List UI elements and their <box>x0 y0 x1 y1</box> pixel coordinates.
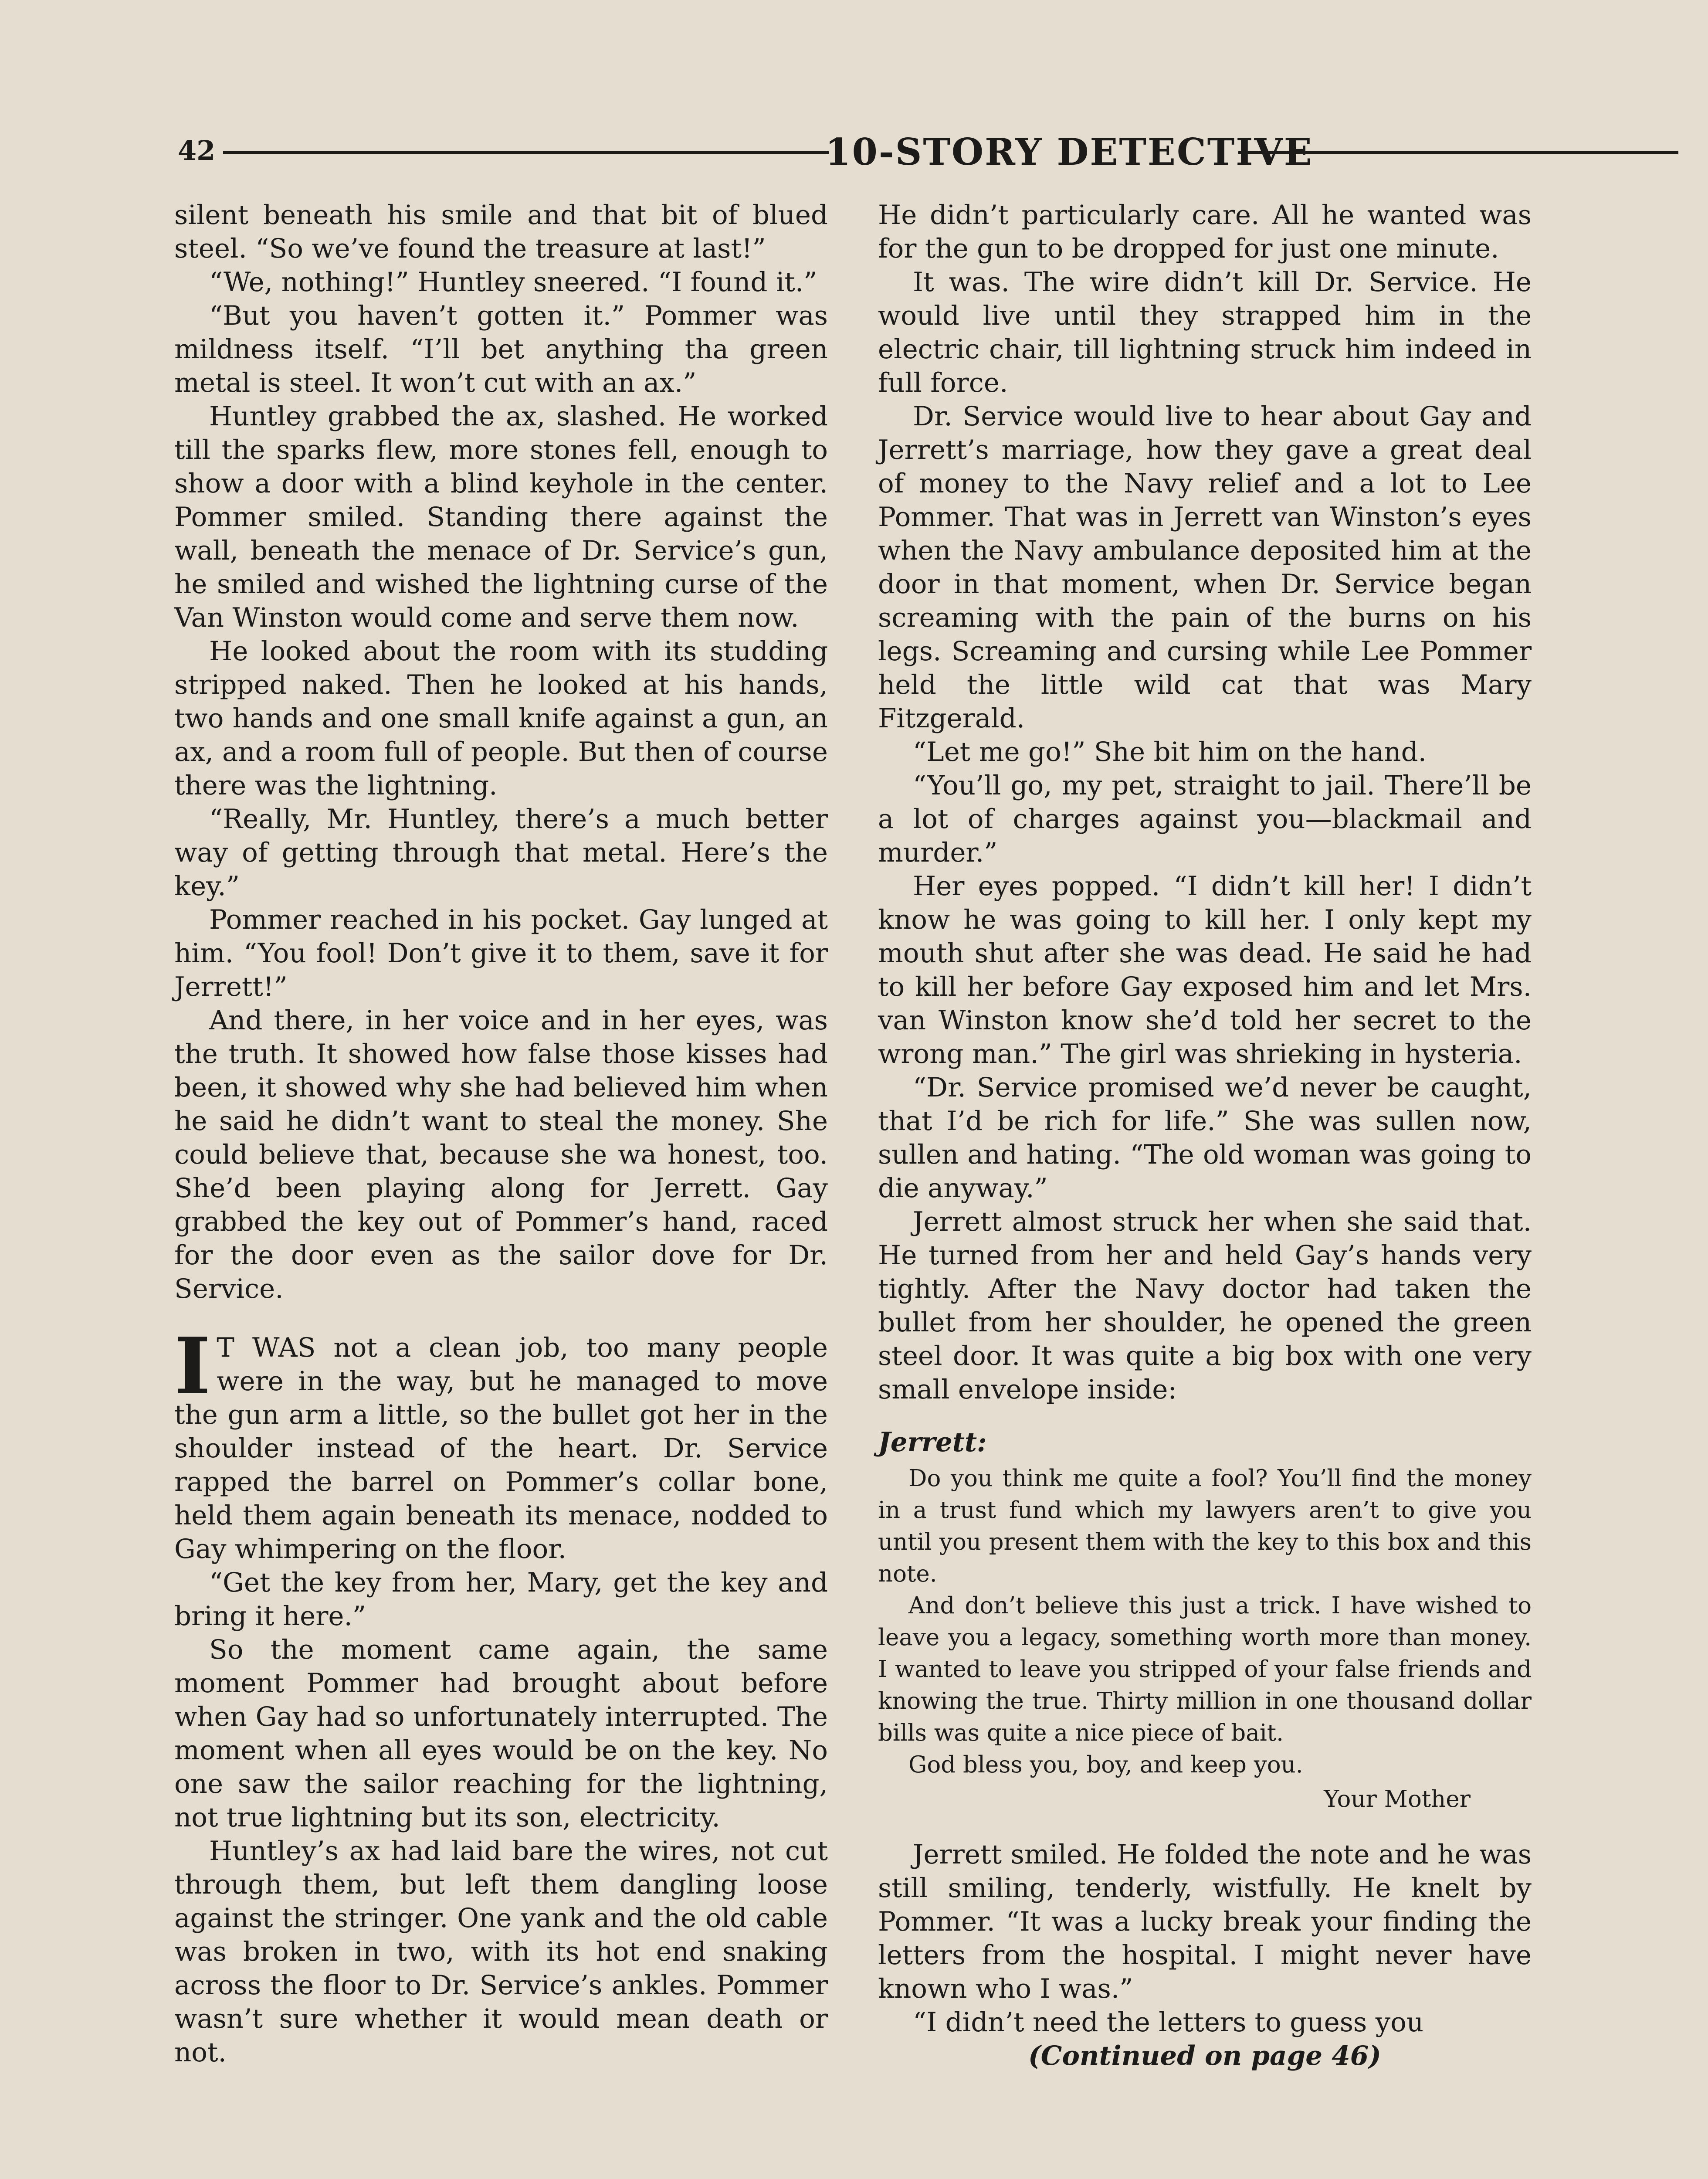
letter-paragraph: Do you think me quite a fool? You’ll find the money in a trust fund which my lawyers aren’t to give you until you present them with the key to this box and this note. <box>878 1465 1532 1587</box>
paragraph: He didn’t particularly care. All he wanted was for the gun to be dropped for just one minute. <box>878 200 1532 264</box>
dropcap-paragraph <box>174 1320 828 1566</box>
paragraph: Huntley’s ax had laid bare the wires, not cut through them, but left them dangling loose against the stringer. One yank and the old cable was broken in two, with its hot end snaking across the floor to Dr. Service’s ankles. Pommer wasn’t sure whether it would mean death or not. <box>174 1836 828 2068</box>
paragraph: “We, nothing!” Huntley sneered. “I found it.” <box>209 267 817 298</box>
paragraph: Jerrett almost struck her when she said that. He turned from her and held Gay’s hands very tightly. After the Navy doctor had taken the bullet from her shoulder, he opened the green steel door. It was quite a big box with one very small envelope inside: <box>878 1206 1532 1405</box>
paragraph: “You’ll go, my pet, straight to jail. There’ll be a lot of charges against you—blackmail and murder.” <box>878 770 1532 868</box>
page-header <box>174 129 1529 176</box>
paragraph: “Really, Mr. Huntley, there’s a much better way of getting through that metal. Here’s the key.” <box>174 804 828 902</box>
paragraph: silent beneath his smile and that bit of blued steel. “So we’ve found the treasure at last!” <box>174 200 828 264</box>
right-column <box>878 198 1532 2073</box>
continued-note: (Continued on page 46) <box>1028 2040 1382 2071</box>
paragraph: Jerrett smiled. He folded the note and he was still smiling, tenderly, wistfully. He knelt by Pommer. “It was a lucky break your finding the letters from the hospital. I might never have known who I was.” <box>878 1839 1532 2004</box>
letter-body <box>878 1463 1532 1815</box>
paragraph: “But you haven’t gotten it.” Pommer was mildness itself. “I’ll bet anything tha green metal is steel. It won’t cut with an ax.” <box>174 300 828 398</box>
paragraph: Huntley grabbed the ax, slashed. He worked till the sparks flew, more stones fell, enough to show a door with a blind keyhole in the center. Pommer smiled. Standing there against the wall, beneath the menace of Dr. Service’s gun, he smiled and wished the lightning curse of the Van Winston would come and serve them now. <box>174 401 828 633</box>
paragraph: So the moment came again, the same moment Pommer had brought about before when Gay had so unfortunately interrupted. The moment when all eyes would be on the key. No one saw the sailor reaching for the lightning, not true lightning but its son, electricity. <box>174 1634 828 1833</box>
paragraph: Pommer reached in his pocket. Gay lunged at him. “You fool! Don’t give it to them, save it for Jerrett!” <box>174 904 828 1002</box>
letter-paragraph: And don’t believe this just a trick. I have wished to leave you a legacy, something worth more than money. I wanted to leave you stripped of your false friends and knowing the true. Thirty million in one thousand dollar bills was quite a nice piece of bait. <box>878 1592 1532 1746</box>
paragraph: “Dr. Service promised we’d never be caught, that I’d be rich for life.” She was sullen now, sullen and hating. “The old woman was going to die anyway.” <box>878 1072 1532 1204</box>
left-column <box>174 198 828 2069</box>
header-rule-left <box>223 151 829 154</box>
paragraph-text: T WAS not a clean job, too many people were in the way, but he managed to move the gun arm a little, so the bullet got her in the shoulder instead of the heart. Dr. Service rapped the barrel on Pommer’s collar bone, held them again beneath its menace, nodded to Gay whimpering on the floor. <box>174 1332 828 1565</box>
paragraph: Her eyes popped. “I didn’t kill her! I didn’t know he was going to kill her. I only kept my mouth shut after she was dead. He said he had to kill her before Gay exposed him and let Mrs. van Winston know she’d told her secret to the wrong man.” The girl was shrieking in hysteria. <box>878 871 1532 1069</box>
magazine-title: 10-STORY DETECTIVE <box>825 130 1313 173</box>
paragraph: “I didn’t need the letters to guess you <box>913 2007 1424 2038</box>
paragraph: “Get the key from her, Mary, get the key and bring it here.” <box>174 1567 828 1632</box>
header-rule-right <box>1238 151 1678 154</box>
letter-salutation: Jerrett: <box>878 1427 987 1458</box>
paragraph: “Let me go!” She bit him on the hand. <box>913 737 1427 767</box>
paragraph: And there, in her voice and in her eyes, was the truth. It showed how false those kisses had been, it showed why she had believed him when he said he didn’t want to steal the money. She could believe that, because she wa honest, too. She’d been playing along for Jerrett. Gay grabbed the key out of Pommer’s hand, raced for the door even as the sailor dove for Dr. Service. <box>174 1005 828 1304</box>
letter-signature: Your Mother <box>1324 1786 1471 1812</box>
paragraph: He looked about the room with its studding stripped naked. Then he looked at his hands, two hands and one small knife against a gun, an ax, and a room full of people. But then of course there was the lightning. <box>174 636 828 801</box>
paragraph: Dr. Service would live to hear about Gay and Jerrett’s marriage, how they gave a great deal of money to the Navy relief and a lot to Lee Pommer. That was in Jerrett van Winston’s eyes when the Navy ambulance deposited him at the door in that moment, when Dr. Service began screaming with the pain of the burns on his legs. Screaming and cursing while Lee Pommer held the little wild cat that was Mary Fitzgerald. <box>878 401 1532 734</box>
drop-cap: I <box>174 1320 211 1412</box>
letter-paragraph: God bless you, boy, and keep you. <box>908 1751 1303 1778</box>
paragraph: It was. The wire didn’t kill Dr. Service. He would live until they strapped him in the electric chair, till lightning struck him indeed in full force. <box>878 267 1532 398</box>
page-number: 42 <box>178 135 216 166</box>
